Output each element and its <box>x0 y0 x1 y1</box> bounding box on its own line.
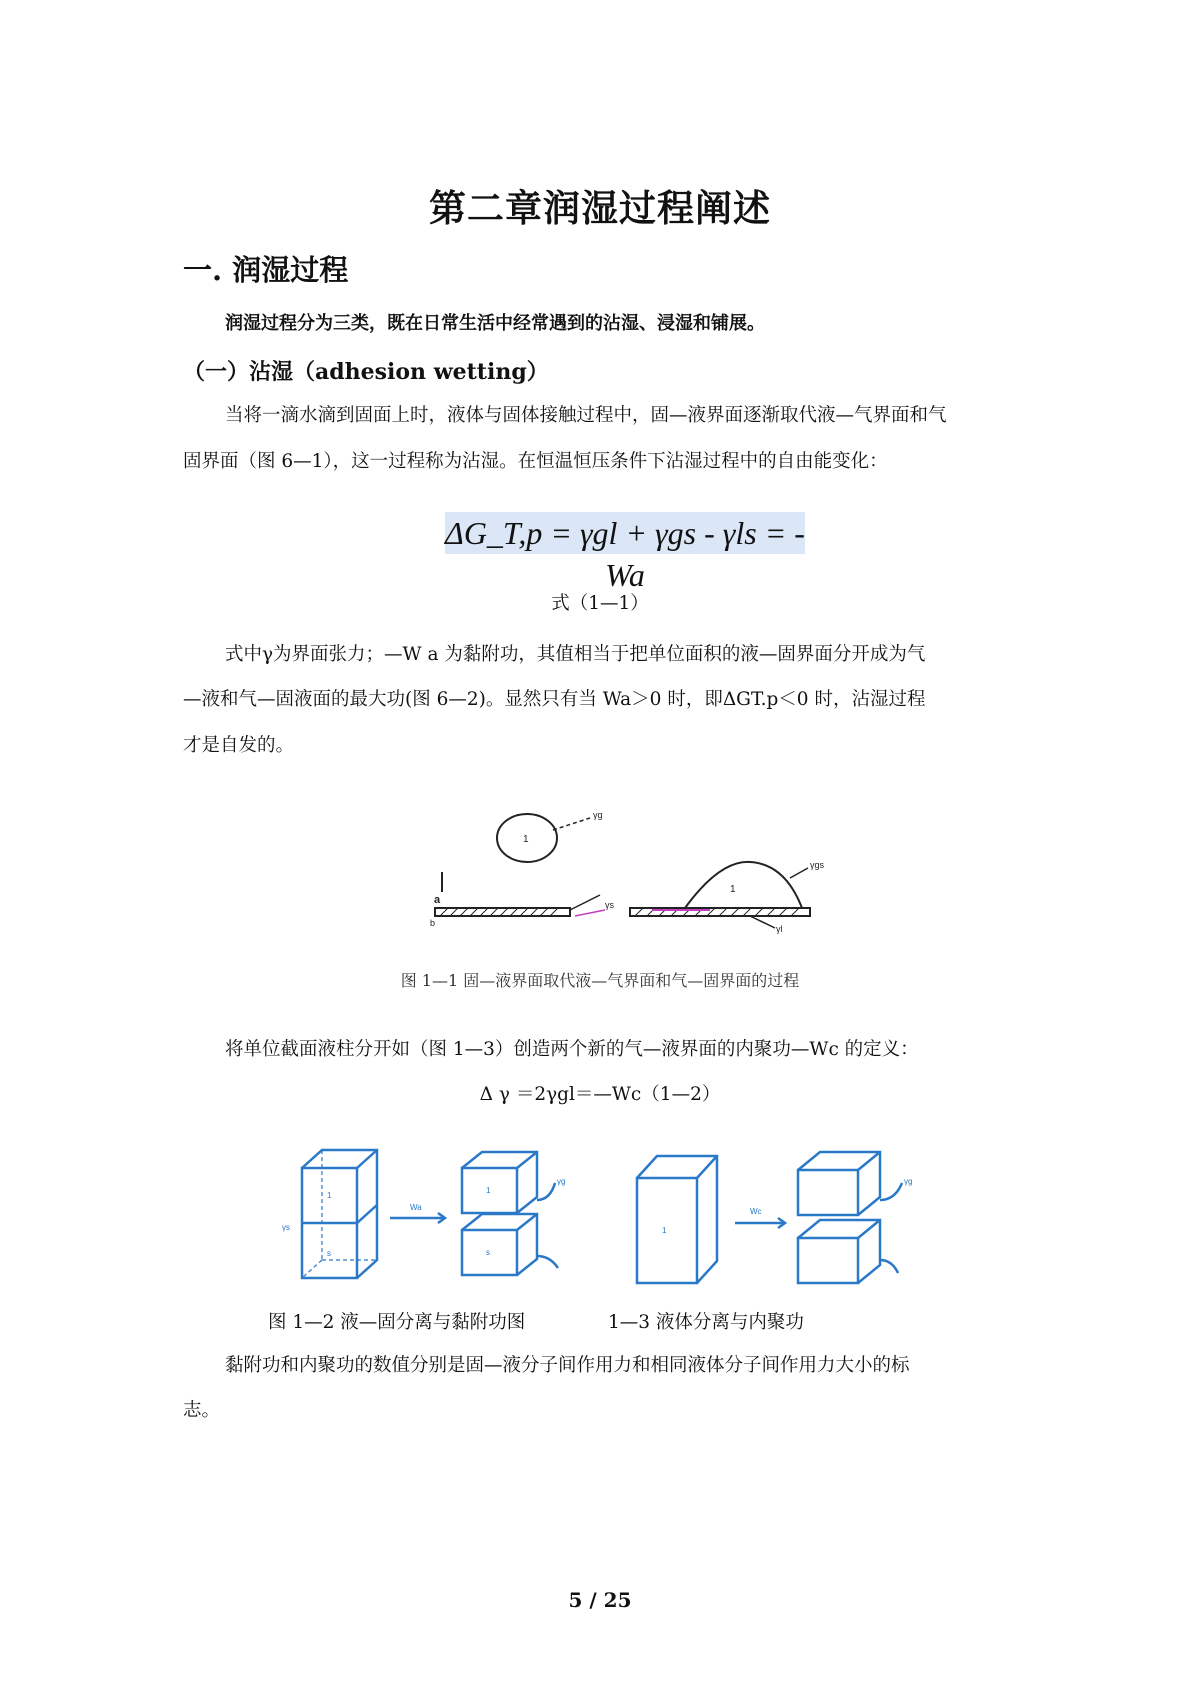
label-sb: s <box>486 1248 490 1257</box>
paragraph-line: 当将一滴水滴到固面上时，液体与固体接触过程中，固—液界面逐渐取代液—气界面和气 <box>225 405 947 426</box>
subsection-heading: （一）沾湿（adhesion wetting） <box>183 359 549 385</box>
paragraph-line: 式中γ为界面张力；—W a 为黏附功，其值相当于把单位面积的液—固界面分开成为气 <box>225 644 926 665</box>
figure-1-1 <box>390 800 840 940</box>
wa-label: Wa <box>410 1203 422 1212</box>
gamma-label: γg <box>593 810 603 820</box>
equation-1: ΔG_T,p = γgl + γgs - γls = - Wa <box>445 515 805 593</box>
page-title: 第二章润湿过程阐述 <box>429 186 771 230</box>
gamma-g-label: γg <box>557 1177 566 1186</box>
tall-cube-icon <box>637 1156 717 1283</box>
label-b: b <box>430 918 436 928</box>
equation-label: 式（1—1） <box>551 593 649 614</box>
gamma-label: γs <box>282 1223 290 1232</box>
paragraph-line: —液和气—固液面的最大功(图 6—2)。显然只有当 Wa＞0 时，即ΔGT.p＜0 时，沾湿过程 <box>183 689 926 710</box>
stacked-cube-icon <box>302 1150 377 1278</box>
gamma-gs-label: γgs <box>810 860 825 870</box>
label-1c: 1 <box>662 1226 667 1235</box>
magenta-line <box>575 910 605 916</box>
gamma-s-label: γs <box>605 900 614 910</box>
drop-label: 1 <box>523 834 529 845</box>
paragraph-line: 将单位截面液柱分开如（图 1—3）创造两个新的气—液界面的内聚功—Wc 的定义： <box>225 1039 919 1060</box>
gamma-arrow <box>553 818 590 830</box>
paragraph-line: 黏附功和内聚功的数值分别是固—液分子间作用力和相同液体分子间作用力大小的标 <box>225 1355 910 1376</box>
paragraph-line: 才是自发的。 <box>183 735 295 756</box>
solid-surface <box>435 908 570 916</box>
spread-drop-icon <box>685 862 802 908</box>
page-number: 5 / 25 <box>568 1588 632 1612</box>
label-1: 1 <box>327 1191 332 1200</box>
separated-right-cubes-icon <box>798 1152 902 1283</box>
label-s: s <box>327 1249 331 1258</box>
gamma-g-label-2: γg <box>904 1177 913 1186</box>
lead-paragraph: 润湿过程分为三类，既在日常生活中经常遇到的沾湿、浸湿和铺展。 <box>225 313 765 334</box>
wc-label: Wc <box>750 1207 762 1216</box>
paragraph-line: 志。 <box>183 1400 221 1421</box>
gamma-l-label: γl <box>776 924 783 934</box>
label-a: a <box>434 894 441 906</box>
gamma-l-arrow <box>750 916 775 928</box>
paragraph-line: 固界面（图 6—1），这一过程称为沾湿。在恒温恒压条件下沾湿过程中的自由能变化： <box>183 451 888 472</box>
equation-2: Δ γ ＝2γgl＝—Wc（1—2） <box>479 1084 721 1105</box>
gamma-s-arrow <box>570 895 600 910</box>
gamma-g-arrow <box>790 868 808 878</box>
section-heading: 一. 润湿过程 <box>183 253 349 287</box>
figure-1-1-caption: 图 1—1 固—液界面取代液—气界面和气—固界面的过程 <box>400 971 800 990</box>
figure-1-2-caption: 图 1—2 液—固分离与黏附功图 <box>268 1312 526 1333</box>
label-1b: 1 <box>486 1186 491 1195</box>
spread-drop-label: 1 <box>730 884 736 895</box>
separated-cubes-icon <box>462 1152 558 1275</box>
figure-1-3-caption: 1—3 液体分离与内聚功 <box>608 1312 804 1333</box>
figure-1-2-1-3 <box>280 1138 940 1288</box>
